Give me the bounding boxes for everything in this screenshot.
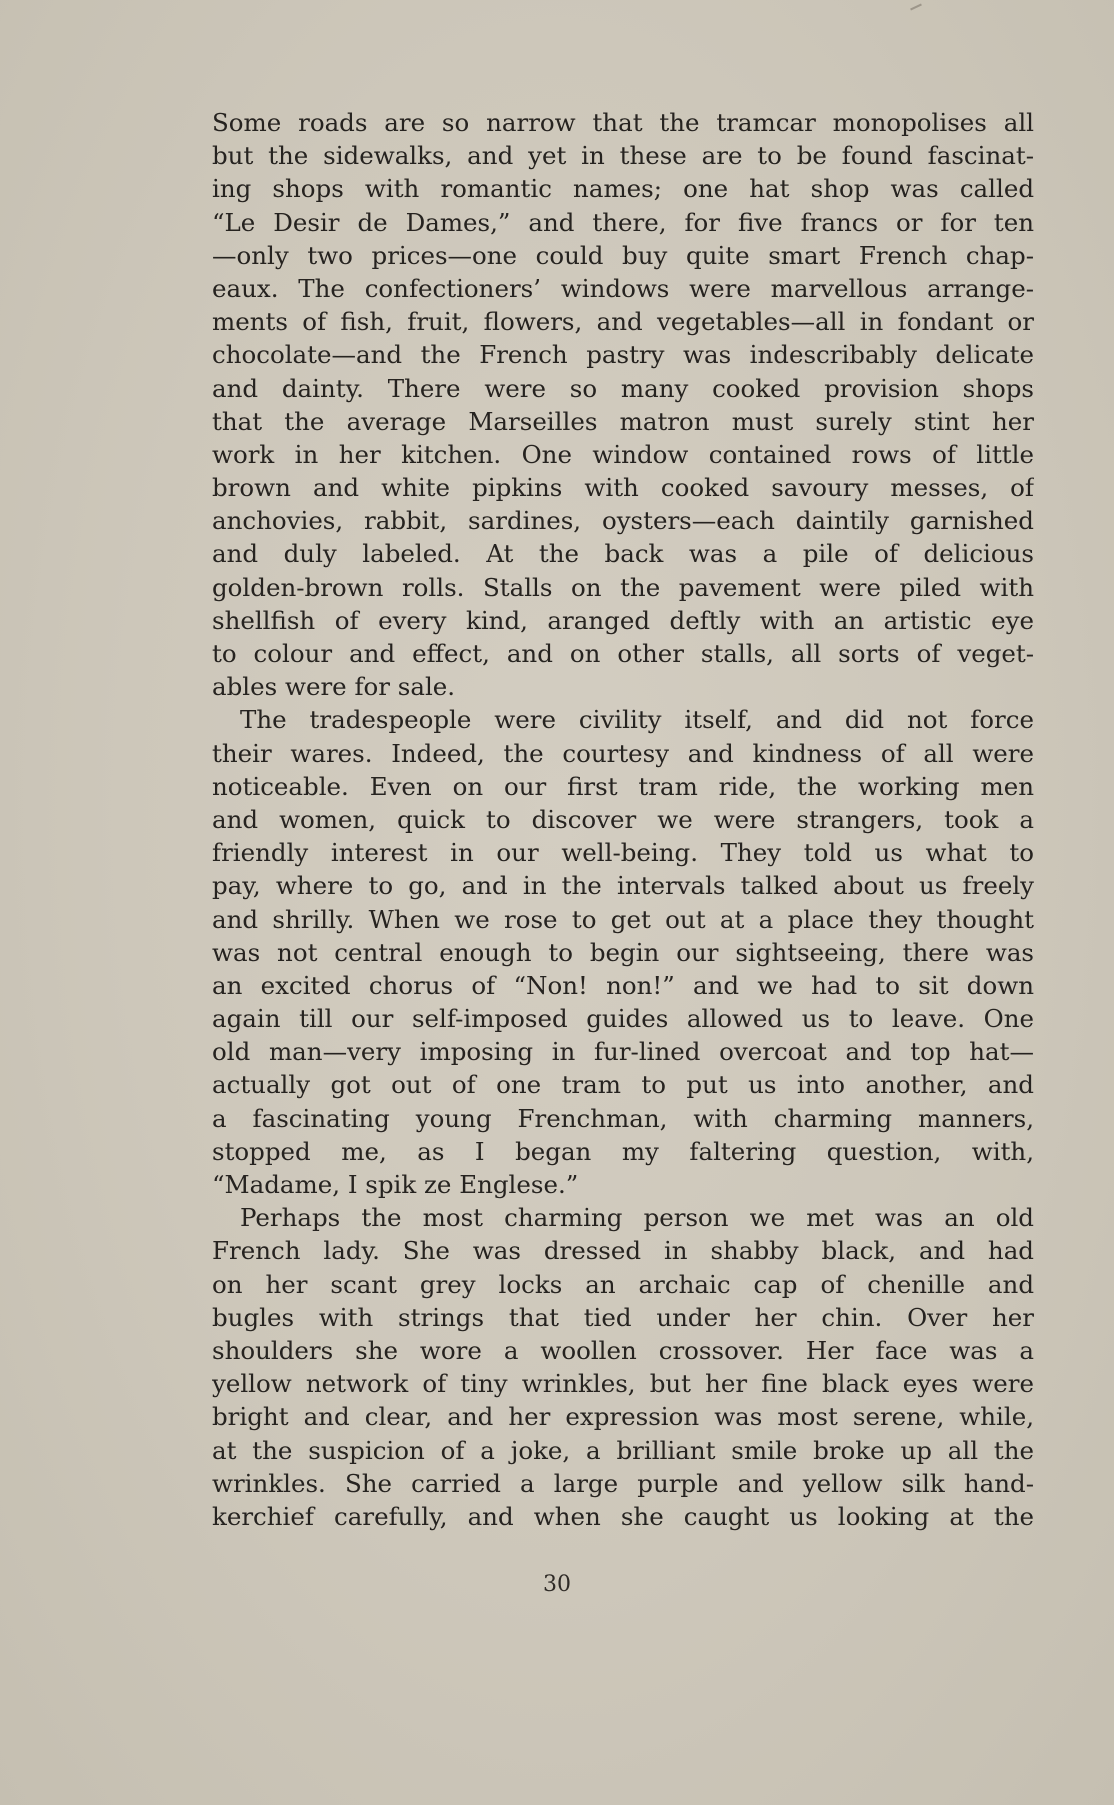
text-line: was not central enough to begin our sightseeing, there was [212, 937, 1034, 967]
text-line: ing shops with romantic names; one hat shop was called [212, 174, 1034, 204]
text-line: kerchief carefully, and when she caught us looking at the [212, 1501, 1034, 1531]
body-text [212, 106, 1034, 1533]
text-line: again till our self-imposed guides allowed us to leave. One [212, 1004, 1034, 1034]
text-line: “Madame, I spik ze Englese.” [212, 1170, 579, 1199]
text-line: and shrilly. When we rose to get out at a place they thought [212, 904, 1034, 934]
text-line: their wares. Indeed, the courtesy and kindness of all were [212, 738, 1034, 768]
text-line: pay, where to go, and in the intervals talked about us freely [212, 871, 1034, 901]
text-line: and dainty. There were so many cooked provision shops [212, 373, 1034, 403]
text-line: that the average Marseilles matron must surely stint her [212, 406, 1034, 436]
text-line: —only two prices—one could buy quite smart French chap- [212, 240, 1034, 270]
text-line: to colour and effect, and on other stalls, all sorts of veget- [212, 639, 1034, 668]
text-line: shoulders she wore a woollen crossover. Her face was a [212, 1335, 1034, 1365]
text-line: “Le Desir de Dames,” and there, for five francs or for ten [212, 207, 1034, 237]
text-line: wrinkles. She carried a large purple and yellow silk hand- [212, 1468, 1034, 1498]
text-line: anchovies, rabbit, sardines, oysters—each daintily garnished [212, 506, 1034, 536]
text-line: ables were for sale. [212, 672, 456, 702]
text-line: bright and clear, and her expression was most serene, while, [212, 1402, 1034, 1432]
text-line: old man—very imposing in fur-lined overcoat and top hat— [212, 1037, 1034, 1067]
text-line: an excited chorus of “Non! non!” and we had to sit down [212, 970, 1034, 1000]
text-line: Some roads are so narrow that the tramcar monopolises all [212, 108, 1034, 137]
page-number: 30 [543, 1572, 571, 1597]
text-line: noticeable. Even on our first tram ride, the working men [212, 771, 1034, 801]
text-line: actually got out of one tram to put us into another, and [212, 1070, 1034, 1100]
text-line: brown and white pipkins with cooked savoury messes, of [212, 473, 1034, 503]
text-line: shellfish of every kind, aranged deftly with an artistic eye [212, 605, 1034, 635]
text-line: eaux. The confectioners’ windows were marvellous arrange- [212, 273, 1034, 303]
text-line: yellow network of tiny wrinkles, but her fine black eyes were [212, 1369, 1034, 1399]
text-line: a fascinating young Frenchman, with charming manners, [212, 1103, 1034, 1133]
text-line: work in her kitchen. One window contained rows of little [212, 439, 1034, 469]
text-line: and duly labeled. At the back was a pile of delicious [212, 539, 1034, 569]
text-line: golden-brown rolls. Stalls on the pavement were piled with [212, 572, 1034, 602]
text-line: stopped me, as I began my faltering question, with, [212, 1136, 1034, 1166]
text-line: at the suspicion of a joke, a brilliant smile broke up all the [212, 1435, 1034, 1465]
text-line: and women, quick to discover we were strangers, took a [212, 804, 1034, 834]
text-line: ments of fish, fruit, flowers, and vegetables—all in fondant or [212, 307, 1034, 337]
text-line: bugles with strings that tied under her chin. Over her [212, 1302, 1034, 1332]
corner-mark [910, 4, 922, 11]
text-line: friendly interest in our well-being. They told us what to [212, 838, 1034, 868]
text-line: French lady. She was dressed in shabby black, and had [212, 1236, 1034, 1266]
text-line: on her scant grey locks an archaic cap of chenille and [212, 1269, 1034, 1299]
text-line: The tradespeople were civility itself, and did not force [240, 705, 1034, 735]
text-line: chocolate—and the French pastry was indescribably delicate [212, 340, 1034, 370]
text-line: Perhaps the most charming person we met was an old [240, 1203, 1034, 1233]
text-line: but the sidewalks, and yet in these are to be found fascinat- [212, 141, 1034, 171]
